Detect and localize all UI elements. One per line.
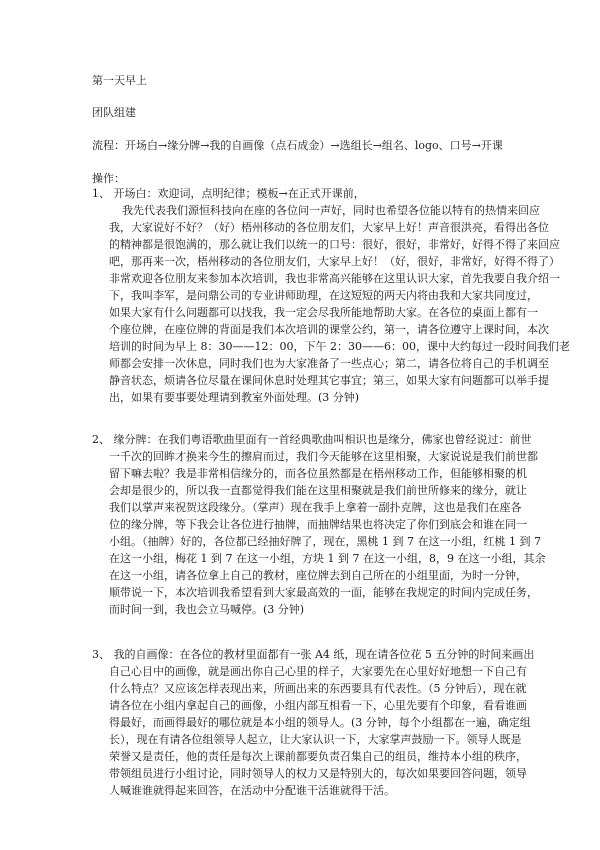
paragraph-line: 在这一小组，请各位拿上自己的教材，座位牌去到自己所在的小组里面，为时一分钟， xyxy=(109,569,527,582)
paragraph-line: 请各位在小组内拿起自己的画像，小组内部互相看一下，心里先要有个印象，看看谁画 xyxy=(109,699,527,712)
flow-line: 流程：开场白→缘分牌→我的自画像（点石成金）→选组长→组名、logo、口号→开课 xyxy=(92,139,503,152)
paragraph-line: 得最好，而画得最好的哪位就是本小组的领导人。(3 分钟，每个小组都在一遍，确定组 xyxy=(109,716,531,729)
paragraph-line: 自己心目中的画像，就是画出你自己心里的样子，大家要先在心里好好地想一下自己有 xyxy=(109,665,527,678)
paragraph-line: 非常欢迎各位朋友来参加本次培训，我也非常高兴能够在这里认识大家，首先我要自我介绍一 xyxy=(109,272,560,285)
paragraph-line: 我们以掌声来祝贺这段缘分。（掌声）现在我手上拿着一副扑克牌，这也是我们在座各 xyxy=(109,501,522,514)
paragraph-line: 个座位牌，在座位牌的背面是我们本次培训的课堂公约，第一，请各位遵守上课时间，本次 xyxy=(109,323,549,336)
paragraph-line: 1、 开场白：欢迎词，点明纪律；模板→在正式开课前， xyxy=(92,187,365,200)
paragraph-line: 长），现在有请各位组领导人起立，让大家认识一下，大家掌声鼓励一下。领导人既是 xyxy=(109,733,522,746)
paragraph-line: 静音状态，烦请各位尽量在课间休息时处理其它事宜；第三，如果大家有问题都可以举手提 xyxy=(109,374,549,387)
steps-label: 操作： xyxy=(92,172,125,185)
paragraph-line: 师都会安排一次休息，同时我们也为大家准备了一些点心；第二，请各位将自己的手机调至 xyxy=(109,357,549,370)
paragraph-line: 2、 缘分牌：在我们粤语歌曲里面有一首经典歌曲叫相识也是缘分，佛家也曾经说过：前世 xyxy=(92,433,532,446)
paragraph-line: 出，如果有要事要处理请到教室外面处理。(3 分钟) xyxy=(109,391,360,404)
paragraph-line: 我先代表我们源恒科技向在座的各位问一声好，同时也希望各位能以特有的热情来回应 xyxy=(122,204,540,217)
paragraph-line: 小组。（抽牌）好的，各位都已经抽好牌了，现在，黑桃 1 到 7 在这一小组，红桃 1 到 7 xyxy=(109,535,541,548)
paragraph-line: 顺带说一下，本次培训我希望看到大家最高效的一面，能够在我规定的时间内完成任务， xyxy=(109,586,538,599)
paragraph-line: 位的缘分牌，等下我会让各位进行抽牌，而抽牌结果也将决定了你们到底会和谁在同一 xyxy=(109,518,527,531)
paragraph-line: 的精神都是很饱满的，那么就让我们以统一的口号：很好，很好，非常好，好得不得了来回应 xyxy=(109,238,560,251)
paragraph-line: 带领组员进行小组讨论，同时领导人的权力又是特别大的，每次如果要回答问题，领导 xyxy=(109,767,527,780)
paragraph-line: 培训的时间为早上 8：30——12：00，下午 2：30——6：00，课中大约每过一段时间我们老 xyxy=(109,340,570,353)
paragraph-line: 一千次的回眸才换来今生的擦肩而过，我们今天能够在这里相聚，大家说说是我们前世都 xyxy=(109,450,538,463)
paragraph-line: 在这一小组，梅花 1 到 7 在这一小组，方块 1 到 7 在这一小组，8，9 在这一小组，其余 xyxy=(109,552,546,565)
day-title: 第一天早上 xyxy=(92,74,147,87)
paragraph-line: 下，我叫李军，是问鼎公司的专业讲师助理，在这短短的两天内将由我和大家共同度过， xyxy=(109,289,538,302)
paragraph-line: 什么特点？又应该怎样表现出来，所画出来的东西要具有代表性。（5 分钟后），现在就 xyxy=(109,682,527,695)
paragraph-line: 会却是很少的，所以我一直都觉得我们能在这里相聚就是我们前世所修来的缘分，就让 xyxy=(109,484,527,497)
section-title: 团队组建 xyxy=(92,106,136,119)
paragraph-line: 3、 我的自画像：在各位的教材里面都有一张 A4 纸，现在请各位花 5 五分钟的时间来画出 xyxy=(92,648,535,661)
paragraph-line: 留下嘛去啦？我是非常相信缘分的，而各位虽然都是在梧州移动工作，但能够相聚的机 xyxy=(109,467,527,480)
paragraph-line: 吧，那再来一次，梧州移动的各位朋友们，大家早上好！（好，很好，非常好，好得不得了） xyxy=(109,255,560,268)
paragraph-line: 如果大家有什么问题都可以找我，我一定会尽我所能地帮助大家。在各位的桌面上都有一 xyxy=(109,306,538,319)
paragraph-line: 荣誉又是责任，他的责任是每次上课前都要负责召集自己的组员，维持本小组的秩序， xyxy=(109,750,527,763)
paragraph-line: 人喊谁谁就得起来回答，在活动中分配谁干活谁就得干活。 xyxy=(109,784,395,797)
paragraph-line: 我，大家说好不好？（好）梧州移动的各位朋友们，大家早上好！声音很洪亮，看得出各位 xyxy=(109,221,549,234)
paragraph-line: 而时间一到，我也会立马喊停。(3 分钟) xyxy=(109,603,305,616)
